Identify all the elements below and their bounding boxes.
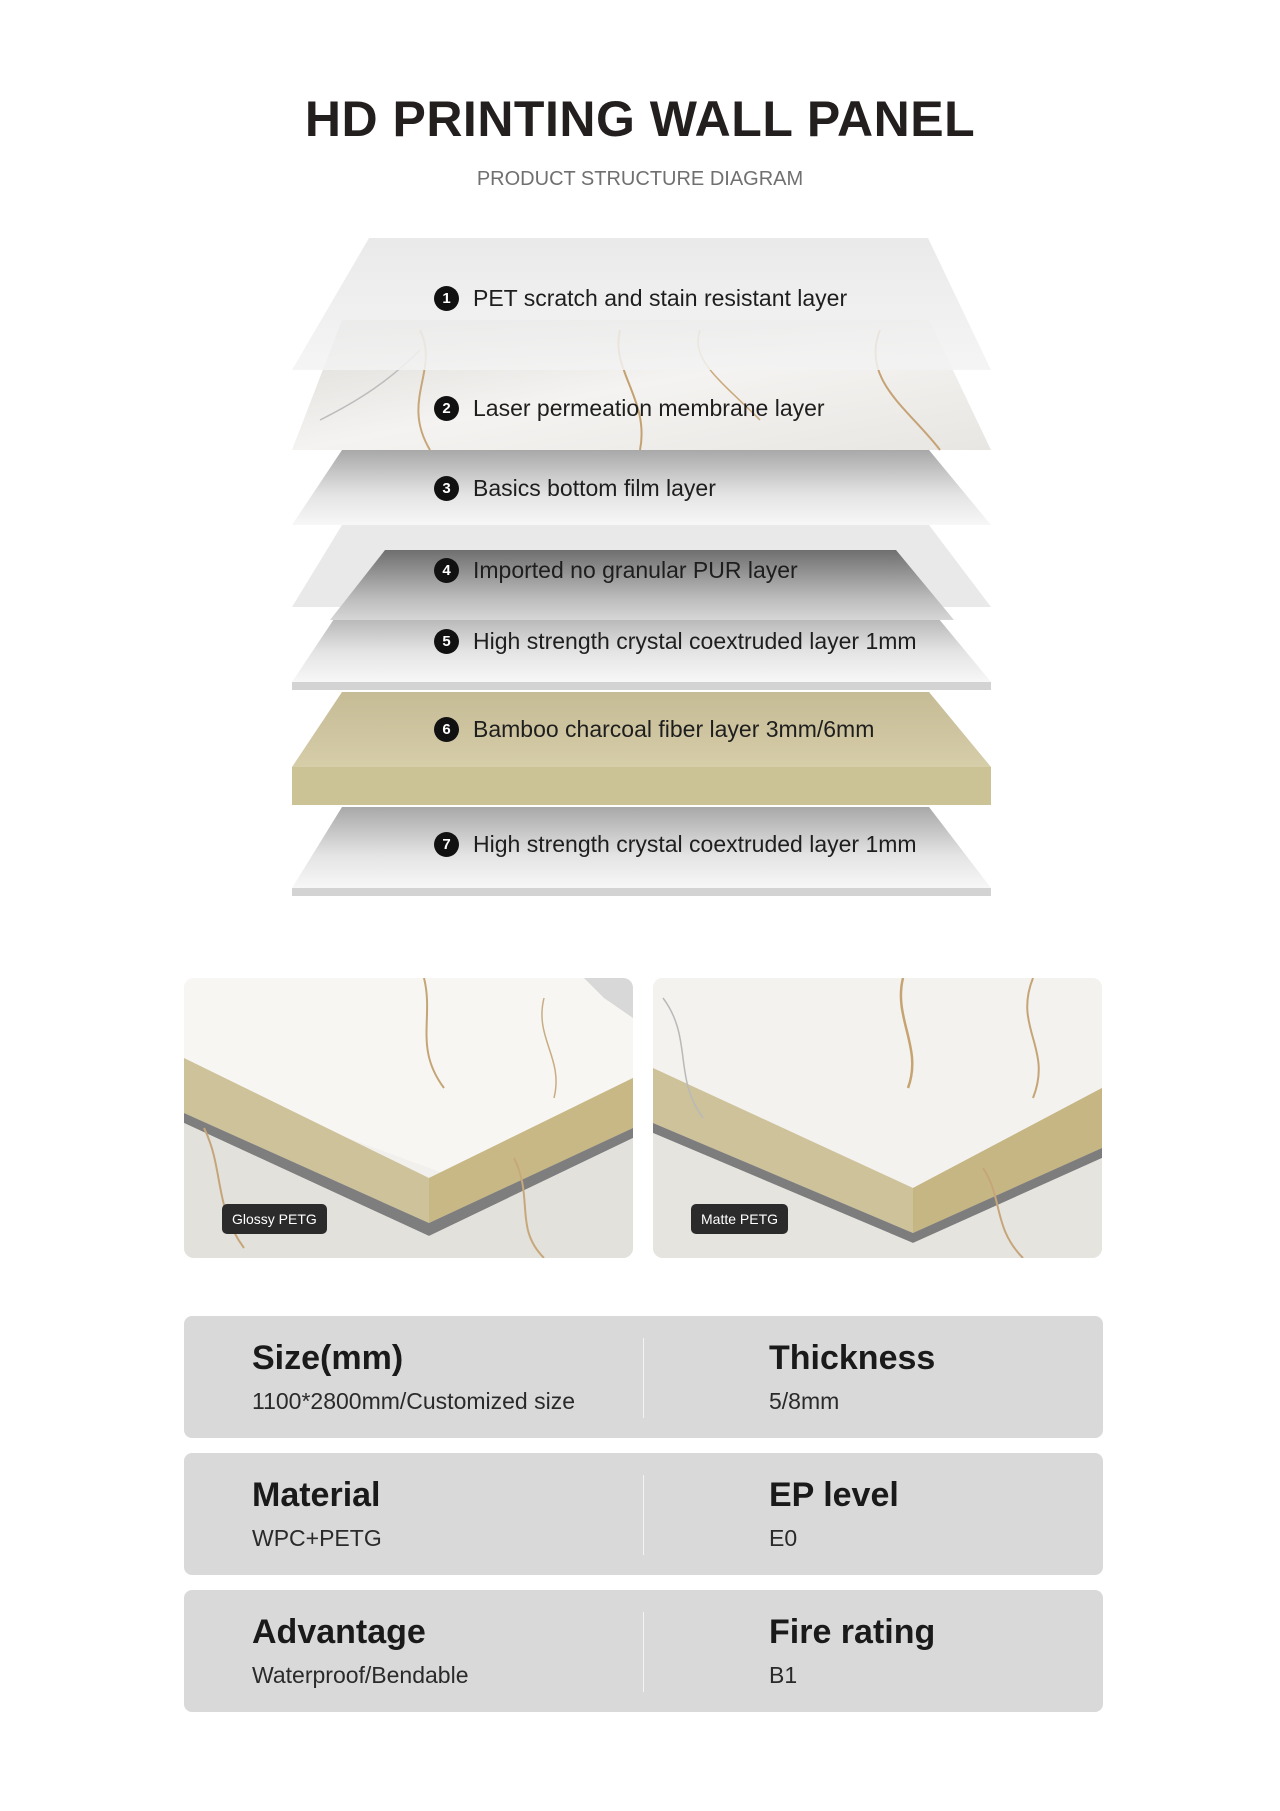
glossy-petg-tag: Glossy PETG: [222, 1204, 327, 1234]
matte-petg-photo: [653, 978, 1102, 1258]
spec-label: Advantage: [252, 1613, 426, 1651]
layer-number-badge: 7: [434, 832, 459, 857]
spec-value: E0: [769, 1525, 798, 1551]
layer-number-badge: 2: [434, 396, 459, 421]
layer-label-text: Imported no granular PUR layer: [473, 556, 798, 583]
layer-label-6: [434, 714, 874, 744]
spec-label: Fire rating: [769, 1613, 936, 1651]
spec-label: Thickness: [769, 1339, 936, 1377]
layer-label-text: Basics bottom film layer: [473, 474, 716, 501]
spec-value: WPC+PETG: [252, 1525, 382, 1551]
layer-number-badge: 6: [434, 717, 459, 742]
layer-label-text: Bamboo charcoal fiber layer 3mm/6mm: [473, 715, 875, 742]
spec-value: B1: [769, 1662, 798, 1688]
layer-number-badge: 3: [434, 476, 459, 501]
spec-divider: [643, 1338, 644, 1418]
spec-cell-size: [252, 1338, 575, 1416]
spec-cell-fire-rating: [769, 1612, 935, 1690]
layer-label-3: [434, 473, 716, 503]
page-subtitle: PRODUCT STRUCTURE DIAGRAM: [476, 168, 804, 190]
layer-6-shape: [292, 692, 991, 805]
layer-label-7: [434, 829, 917, 859]
spec-divider: [643, 1475, 644, 1555]
layer-number-badge: 1: [434, 286, 459, 311]
spec-cell-thickness: [769, 1338, 935, 1416]
spec-row: [184, 1453, 1103, 1575]
spec-value: Waterproof/Bendable: [252, 1662, 469, 1688]
spec-label: Material: [252, 1476, 381, 1514]
spec-cell-ep-level: [769, 1475, 899, 1553]
layer-label-text: Laser permeation membrane layer: [473, 394, 825, 421]
spec-cell-advantage: [252, 1612, 469, 1690]
layer-label-4: [434, 555, 798, 585]
layer-label-text: High strength crystal coextruded layer 1mm: [473, 830, 917, 857]
layer-label-text: PET scratch and stain resistant layer: [473, 284, 848, 311]
glossy-petg-photo: [184, 978, 633, 1258]
spec-label: EP level: [769, 1476, 899, 1514]
layer-label-1: [434, 283, 847, 313]
spec-cell-material: [252, 1475, 382, 1553]
spec-row: [184, 1316, 1103, 1438]
spec-row: [184, 1590, 1103, 1712]
spec-value: 1100*2800mm/Customized size: [252, 1388, 576, 1414]
spec-value: 5/8mm: [769, 1388, 840, 1414]
layer-number-badge: 5: [434, 629, 459, 654]
page-title: HD PRINTING WALL PANEL: [304, 91, 976, 147]
matte-petg-tag: Matte PETG: [691, 1204, 788, 1234]
spec-label: Size(mm): [252, 1339, 404, 1377]
layer-number-badge: 4: [434, 558, 459, 583]
layer-label-5: [434, 626, 917, 656]
spec-divider: [643, 1612, 644, 1692]
layer-label-2: [434, 393, 825, 423]
layer-label-text: High strength crystal coextruded layer 1mm: [473, 627, 917, 654]
